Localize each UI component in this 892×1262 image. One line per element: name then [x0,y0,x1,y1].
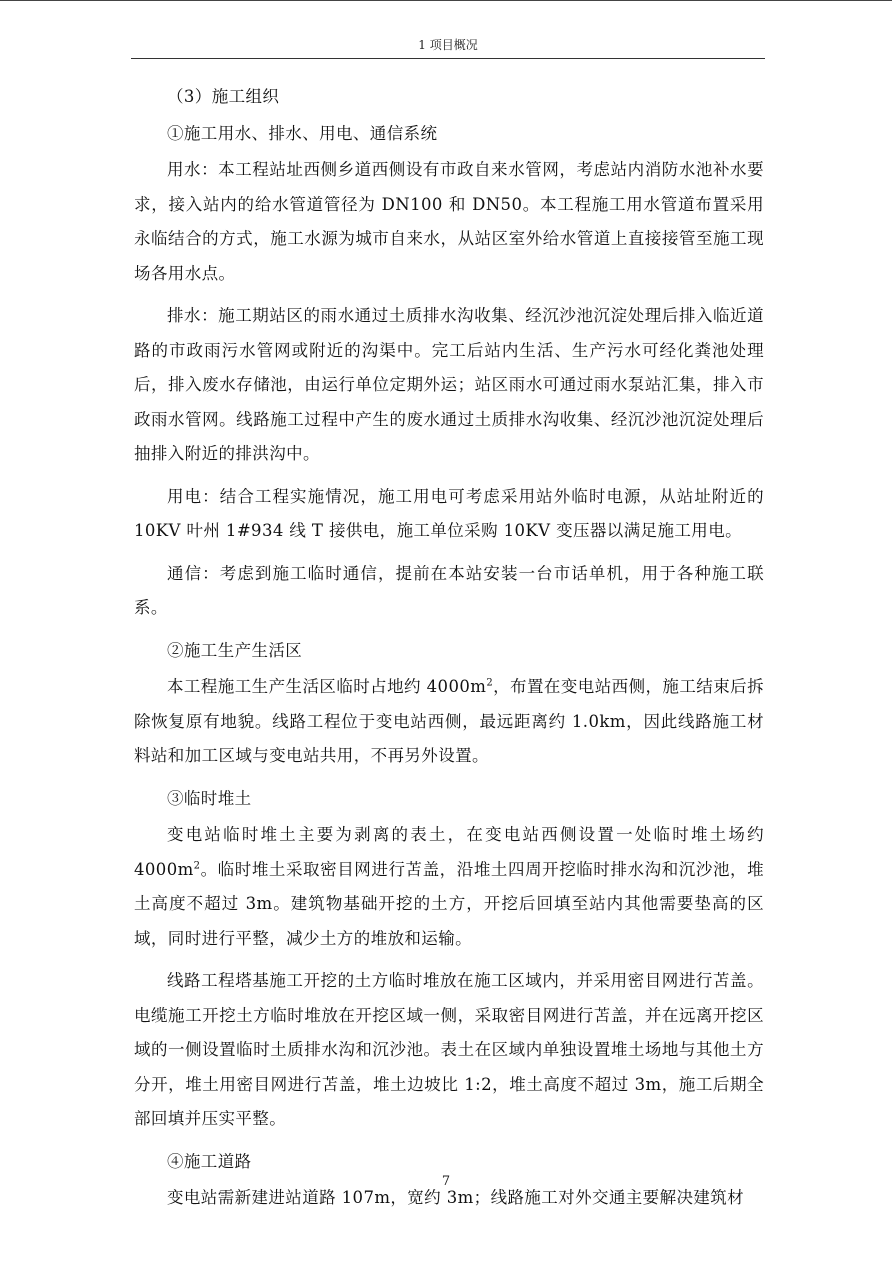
living-area-text-a: 本工程施工生产生活区临时占地约 4000m [167,677,487,696]
subsection-3-heading: ③临时堆土 [167,788,252,808]
living-area-text-b: ，布置在变电站西侧，施工结束后拆除恢复原有地貌。线路工程位于变电站西侧，最远距离约 1.0km，因此线路施工材料站和加工区域与变电站共用，不再另外设置。 [134,677,764,765]
drainage-paragraph: 排水：施工期站区的雨水通过土质排水沟收集、经沉沙池沉淀处理后排入临近道路的市政雨污水管网或附近的沟渠中。完工后站内生活、生产污水可经化粪池处理后，排入废水存储池，由运行单位定期外运；站区雨水可通过雨水泵站汇集，排入市政雨水管网。线路施工过程中产生的废水通过土质排水沟收集、经沉沙池沉淀处理后抽排入附近的排洪沟中。 [134,306,764,463]
header-rule [131,58,765,59]
superscript-2: 2 [486,677,494,689]
road-paragraph: 变电站需新建进站道路 107m，宽约 3m；线路施工对外交通主要解决建筑材 [167,1188,745,1207]
page-number: 7 [441,1174,451,1189]
communication-paragraph: 通信：考虑到施工临时通信，提前在本站安装一台市话单机，用于各种施工联系。 [134,563,764,617]
superscript-2: 2 [193,860,201,871]
stockpile-text-a: 变电站临时堆土主要为剥离的表土，在变电站西侧设置一处临时堆土场约 4000m [134,825,764,879]
power-paragraph: 用电：结合工程实施情况，施工用电可考虑采用站外临时电源，从站址附近的 10KV 叶州 1#934 线 T 接供电，施工单位采购 10KV 变压器以满足施工用电。 [134,486,764,540]
stockpile-paragraph-2: 线路工程塔基施工开挖的土方临时堆放在施工区域内，并采用密目网进行苫盖。电缆施工开挖土方临时堆放在开挖区域一侧，采取密目网进行苫盖，并在远离开挖区域的一侧设置临时土质排水沟和沉沙池。表土在区域内单独设置堆土场地与其他土方分开，堆土用密目网进行苫盖，堆土边坡比 1:2，堆土高度不超过 3m，施工后期全部回填并压实平整。 [134,971,764,1128]
stockpile-paragraph-1 [134,818,764,956]
running-header: 1 项目概况 [418,38,478,52]
living-area-paragraph [134,670,764,774]
stockpile-text-b: 。临时堆土采取密目网进行苫盖，沿堆土四周开挖临时排水沟和沉沙池，堆土高度不超过 3m。建筑物基础开挖的土方，开挖后回填至站内其他需要垫高的区域，同时进行平整，减少土方的堆放和运输。 [134,859,764,948]
page-body [134,80,764,1216]
water-supply-paragraph: 用水：本工程站址西侧乡道西侧设有市政自来水管网，考虑站内消防水池补水要求，接入站内的给水管道管径为 DN100 和 DN50。本工程施工用水管道布置采用永临结合的方式，施工水源为城市自来水，从站区室外给水管道上直接接管至施工现场各用水点。 [134,160,764,283]
section-heading: （3）施工组织 [167,87,280,106]
subsection-4-heading: ④施工道路 [167,1151,252,1171]
subsection-2-heading: ②施工生产生活区 [167,640,303,660]
page-top-border [0,0,892,1]
subsection-1-heading: ①施工用水、排水、用电、通信系统 [167,123,438,143]
